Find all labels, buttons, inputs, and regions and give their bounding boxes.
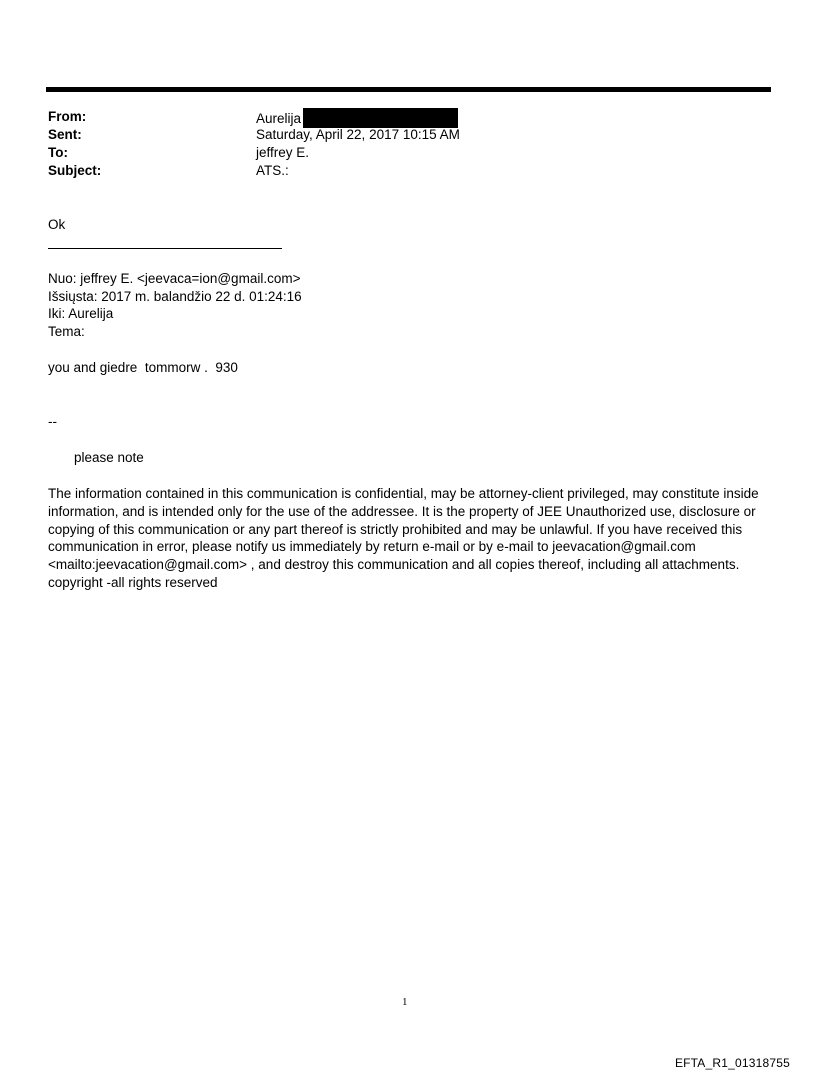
quoted-subject: Tema: bbox=[48, 323, 85, 339]
subject-value: ATS.: bbox=[256, 163, 289, 178]
to-label: To: bbox=[48, 145, 68, 160]
quoted-from: Nuo: jeffrey E. <jeevaca=ion@gmail.com> bbox=[48, 271, 301, 286]
from-label: From: bbox=[48, 109, 87, 124]
quoted-message: you and giedre tommorw . 930 bbox=[48, 360, 238, 375]
header-rule bbox=[46, 87, 771, 92]
from-value bbox=[256, 108, 458, 128]
from-row bbox=[48, 108, 748, 126]
signature-separator: -- bbox=[48, 414, 57, 429]
quote-divider bbox=[48, 248, 282, 249]
sent-value: Saturday, April 22, 2017 10:15 AM bbox=[256, 127, 460, 142]
sent-row bbox=[48, 126, 748, 144]
confidentiality-disclaimer: The information contained in this communication is confidential, may be attorney-client privileged, may constitute inside information, and is intended only for the use of the addressee. It is the property of JEE Unauthorized use, disclosure or copying of this communication or any part thereof is strictly prohibited and may be unlawful. If you have received this communication in error, please notify us immediately by return e-mail or by e-mail to jeevacation@gmail.com <mailto:jeevacation@gmail.com> , and destroy this communication and all copies thereof, including all attachments. copyright -all rights reserved bbox=[48, 486, 759, 590]
quoted-to: Iki: Aurelija bbox=[48, 306, 114, 321]
bates-number: EFTA_R1_01318755 bbox=[674, 1056, 790, 1070]
to-row bbox=[48, 144, 748, 162]
quoted-sent: Išsiųsta: 2017 m. balandžio 22 d. 01:24:16 bbox=[48, 288, 302, 304]
subject-label: Subject: bbox=[48, 163, 102, 178]
subject-row bbox=[48, 162, 748, 180]
reply-text: Ok bbox=[48, 217, 66, 232]
page-number: 1 bbox=[402, 996, 408, 1008]
sent-label: Sent: bbox=[48, 127, 82, 142]
to-value: jeffrey E. bbox=[256, 145, 310, 160]
email-header bbox=[48, 108, 748, 180]
redaction-block bbox=[303, 108, 458, 128]
quoted-header bbox=[48, 270, 302, 340]
please-note: please note bbox=[74, 450, 144, 465]
sender-name: Aurelija bbox=[256, 111, 302, 126]
